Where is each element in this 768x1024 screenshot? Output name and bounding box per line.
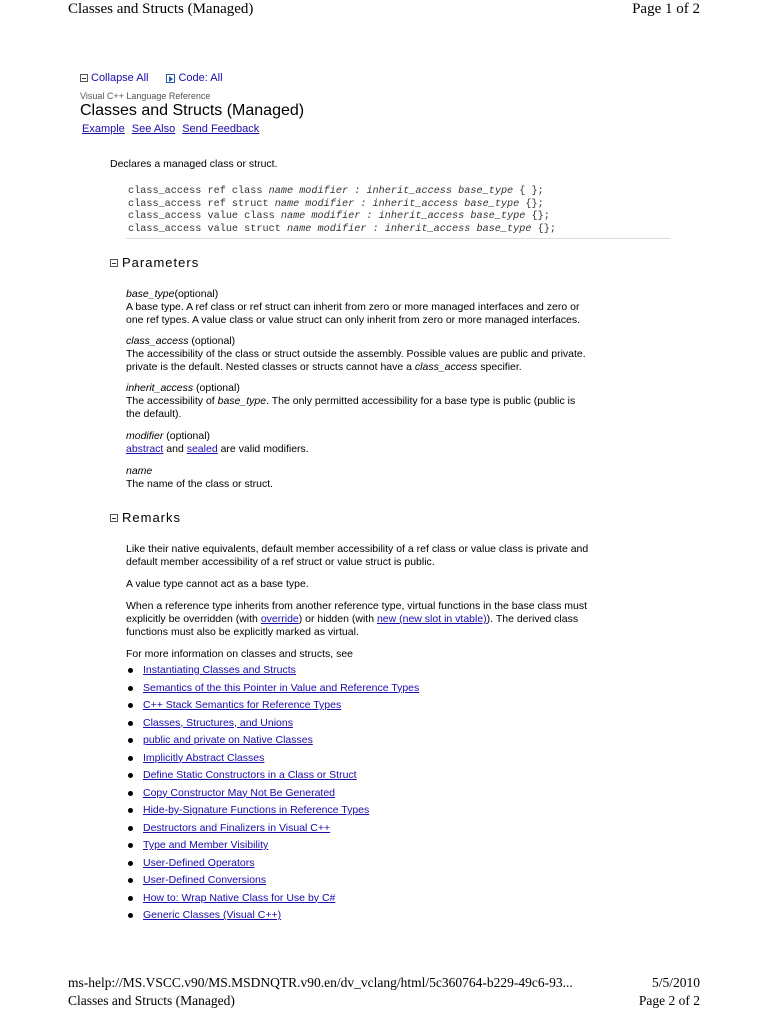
code-filter-button[interactable] xyxy=(166,72,222,84)
collapse-all-label: Collapse All xyxy=(91,72,149,84)
list-item xyxy=(126,787,419,805)
collapse-all-button[interactable] xyxy=(80,72,148,84)
list-item xyxy=(126,909,419,927)
print-header-title: Classes and Structs (Managed) xyxy=(68,1,254,17)
remarks-paragraph: A value type cannot act as a base type. xyxy=(126,578,309,590)
example-link[interactable]: Example xyxy=(82,123,125,135)
list-item xyxy=(126,664,419,682)
collapse-icon xyxy=(110,514,118,522)
remarks-heading: Remarks xyxy=(122,510,182,525)
syntax-block xyxy=(128,186,556,237)
abstract-link[interactable]: abstract xyxy=(126,443,164,455)
topic-link[interactable]: Instantiating Classes and Structs xyxy=(143,664,296,676)
topic-link[interactable]: Define Static Constructors in a Class or Struct xyxy=(143,769,357,781)
topic-link[interactable]: C++ Stack Semantics for Reference Types xyxy=(143,699,342,711)
print-header-page: Page 1 of 2 xyxy=(632,1,700,17)
footer-url: ms-help://MS.VSCC.v90/MS.MSDNQTR.v90.en/dv_vclang/html/5c360764-b229-49c6-93... xyxy=(68,975,573,990)
syntax-line: class_access value class name modifier : inherit_access base_type {}; xyxy=(128,211,550,223)
list-item xyxy=(126,752,419,770)
topic-link[interactable]: Implicitly Abstract Classes xyxy=(143,751,265,764)
list-item xyxy=(126,874,419,892)
intro-text: Declares a managed class or struct. xyxy=(110,158,278,170)
syntax-line: class_access ref class name modifier : inherit_access base_type { }; xyxy=(128,186,544,197)
list-item xyxy=(126,682,419,700)
param-class-access: class_access (optional) The accessibility of the class or struct outside the assembly. Possible values are public and private. private is the default. Nested classes or structs cannot have a class_access specifier. xyxy=(126,335,586,373)
list-item xyxy=(126,892,419,910)
new-slot-link[interactable]: new (new slot in vtable) xyxy=(376,613,487,625)
page2-header-page: Page 2 of 2 xyxy=(638,993,700,1008)
see-also-link[interactable]: See Also xyxy=(131,123,176,135)
list-item xyxy=(126,822,419,840)
remarks-section-toggle[interactable] xyxy=(110,510,181,525)
footer-date: 5/5/2010 xyxy=(651,975,700,990)
list-item xyxy=(126,769,419,787)
topic-link[interactable]: Destructors and Finalizers in Visual C++ xyxy=(143,821,331,834)
header-links xyxy=(82,123,259,135)
topic-link[interactable]: User-Defined Operators xyxy=(143,856,255,869)
topic-link[interactable]: Classes, Structures, and Unions xyxy=(143,716,293,729)
topic-link[interactable]: public and private on Native Classes xyxy=(143,734,313,746)
page-title: Classes and Structs (Managed) xyxy=(80,102,305,119)
collapse-icon xyxy=(80,74,88,82)
list-item xyxy=(126,734,419,752)
topic-link[interactable]: Copy Constructor May Not Be Generated xyxy=(143,786,336,799)
remarks-paragraph: When a reference type inherits from another reference type, virtual functions in the base class must explicitly be overridden (with override) or hidden (with new (new slot in vtable)). The derived class functions must also be explicitly marked as virtual. xyxy=(126,600,588,638)
topic-link[interactable]: How to: Wrap Native Class for Use by C# xyxy=(143,891,336,904)
divider xyxy=(126,238,670,239)
remarks-paragraph: Like their native equivalents, default member accessibility of a ref class or value class is private and default member accessibility of a ref struct or value struct is public. xyxy=(126,543,589,568)
param-name: name The name of the class or struct. xyxy=(126,465,274,490)
list-item xyxy=(126,699,419,717)
related-topics-list xyxy=(126,664,419,927)
code-filter-label: Code: All xyxy=(178,72,223,84)
page2-header-title: Classes and Structs (Managed) xyxy=(68,993,235,1008)
syntax-line: class_access value struct name modifier : inherit_access base_type {}; xyxy=(128,224,556,236)
syntax-line: class_access ref struct name modifier : inherit_access base_type {}; xyxy=(128,198,544,210)
doc-toolbar xyxy=(80,72,223,84)
param-base-type: base_type(optional) A base type. A ref class or ref struct can inherit from zero or more managed interfaces and zero or one ref types. A value class or value struct can only inherit from zero or more managed interfaces. xyxy=(126,288,581,326)
topic-link[interactable]: User-Defined Conversions xyxy=(143,874,267,886)
parameters-section-toggle[interactable] xyxy=(110,255,199,270)
send-feedback-link[interactable]: Send Feedback xyxy=(182,123,260,135)
list-item xyxy=(126,717,419,735)
sealed-link[interactable]: sealed xyxy=(186,443,218,455)
parameters-heading: Parameters xyxy=(122,255,200,270)
list-item xyxy=(126,839,419,857)
override-link[interactable]: override xyxy=(260,613,299,625)
list-item xyxy=(126,804,419,822)
dropdown-arrow-icon xyxy=(166,74,175,83)
topic-link[interactable]: Hide-by-Signature Functions in Reference Types xyxy=(143,804,370,816)
remarks-paragraph: For more information on classes and structs, see xyxy=(126,648,354,660)
param-modifier: modifier (optional) abstract and sealed are valid modifiers. xyxy=(126,430,309,455)
topic-link[interactable]: Type and Member Visibility xyxy=(143,839,269,851)
collapse-icon xyxy=(110,259,118,267)
topic-link[interactable]: Semantics of the this Pointer in Value and Reference Types xyxy=(143,681,420,694)
breadcrumb: Visual C++ Language Reference xyxy=(80,91,211,101)
topic-link[interactable]: Generic Classes (Visual C++) xyxy=(143,909,282,921)
param-inherit-access: inherit_access (optional) The accessibility of base_type. The only permitted accessibility for a base type is public (public is the default). xyxy=(126,382,576,420)
list-item xyxy=(126,857,419,875)
